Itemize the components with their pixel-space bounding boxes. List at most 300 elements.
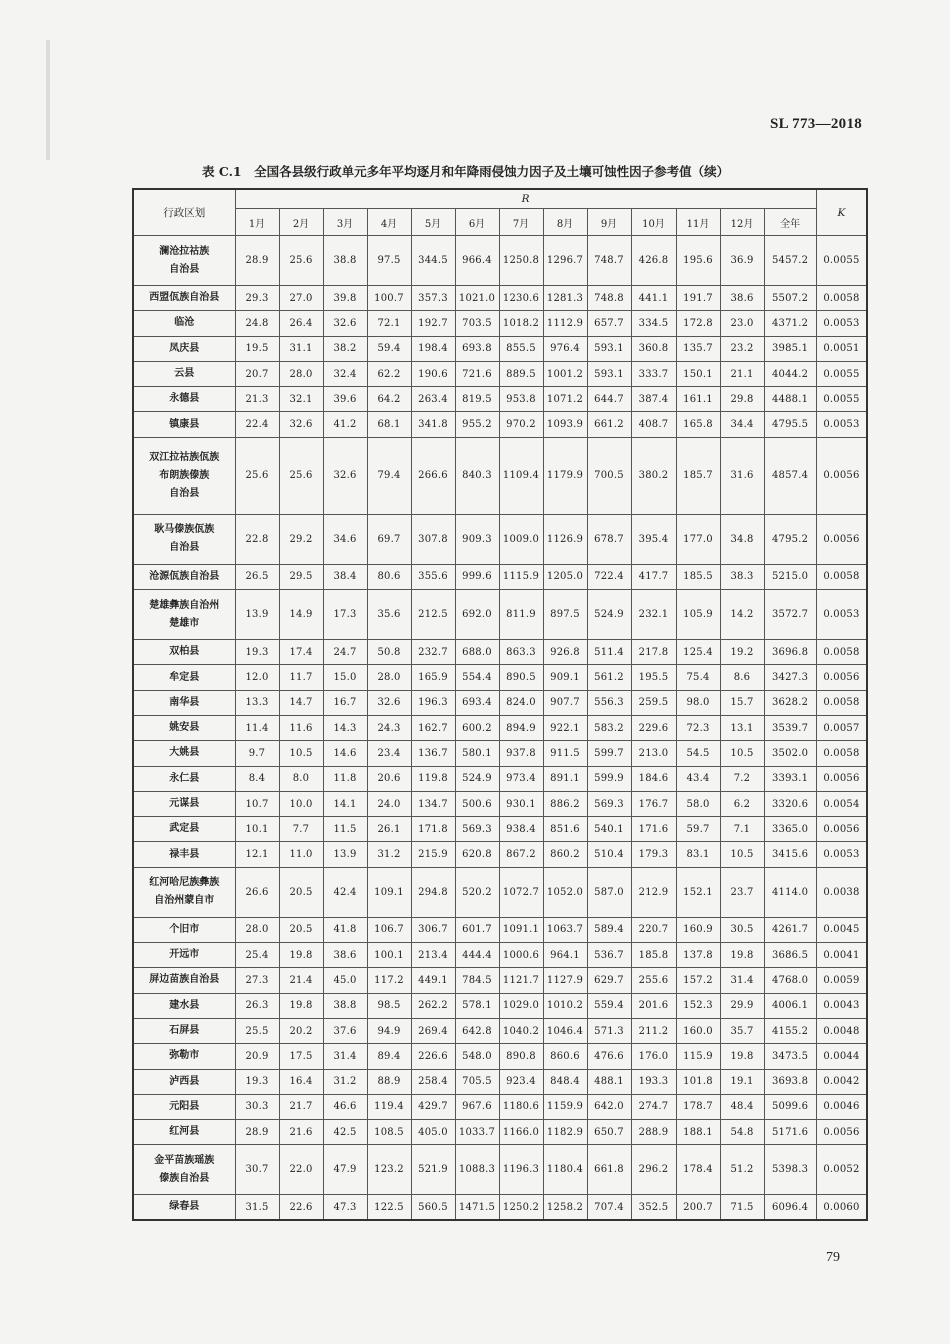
monthly-r-value: 16.7 xyxy=(323,690,367,715)
month-header-row xyxy=(133,209,867,236)
monthly-r-value: 269.4 xyxy=(411,1018,455,1043)
table-row xyxy=(133,690,867,715)
monthly-r-value: 21.4 xyxy=(279,968,323,993)
region-name: 楚雄彝族自治州 楚雄市 xyxy=(133,590,235,640)
monthly-r-value: 97.5 xyxy=(367,236,411,286)
monthly-r-value: 722.4 xyxy=(587,564,631,589)
monthly-r-value: 30.5 xyxy=(720,917,764,942)
monthly-r-value: 1072.7 xyxy=(499,867,543,917)
monthly-r-value: 31.2 xyxy=(367,842,411,867)
monthly-r-value: 220.7 xyxy=(631,917,676,942)
monthly-r-value: 31.1 xyxy=(279,336,323,361)
region-name: 凤庆县 xyxy=(133,336,235,361)
table-row xyxy=(133,791,867,816)
k-value: 0.0042 xyxy=(816,1069,867,1094)
monthly-r-value: 50.8 xyxy=(367,640,411,665)
monthly-r-value: 395.4 xyxy=(631,514,676,564)
monthly-r-value: 26.1 xyxy=(367,817,411,842)
monthly-r-value: 59.4 xyxy=(367,336,411,361)
monthly-r-value: 693.8 xyxy=(455,336,499,361)
monthly-r-value: 688.0 xyxy=(455,640,499,665)
annual-r-value: 5215.0 xyxy=(764,564,816,589)
monthly-r-value: 8.0 xyxy=(279,766,323,791)
monthly-r-value: 1127.9 xyxy=(543,968,587,993)
monthly-r-value: 14.9 xyxy=(279,590,323,640)
monthly-r-value: 909.1 xyxy=(543,665,587,690)
monthly-r-value: 59.7 xyxy=(676,817,720,842)
monthly-r-value: 29.2 xyxy=(279,514,323,564)
monthly-r-value: 137.8 xyxy=(676,943,720,968)
monthly-r-value: 700.5 xyxy=(587,437,631,514)
k-value: 0.0038 xyxy=(816,867,867,917)
k-value: 0.0044 xyxy=(816,1044,867,1069)
monthly-r-value: 824.0 xyxy=(499,690,543,715)
monthly-r-value: 973.4 xyxy=(499,766,543,791)
monthly-r-value: 122.5 xyxy=(367,1195,411,1220)
monthly-r-value: 27.0 xyxy=(279,286,323,311)
monthly-r-value: 23.0 xyxy=(720,311,764,336)
monthly-r-value: 41.2 xyxy=(323,412,367,437)
annual-r-value: 4768.0 xyxy=(764,968,816,993)
monthly-r-value: 561.2 xyxy=(587,665,631,690)
monthly-r-value: 500.6 xyxy=(455,791,499,816)
monthly-r-value: 938.4 xyxy=(499,817,543,842)
month-header: 9月 xyxy=(587,209,631,236)
region-name: 红河县 xyxy=(133,1120,235,1145)
table-row xyxy=(133,842,867,867)
monthly-r-value: 229.6 xyxy=(631,715,676,740)
monthly-r-value: 23.4 xyxy=(367,741,411,766)
k-value: 0.0053 xyxy=(816,590,867,640)
month-header: 7月 xyxy=(499,209,543,236)
monthly-r-value: 21.6 xyxy=(279,1120,323,1145)
table-row xyxy=(133,1145,867,1195)
monthly-r-value: 38.8 xyxy=(323,236,367,286)
monthly-r-value: 29.9 xyxy=(720,993,764,1018)
monthly-r-value: 937.8 xyxy=(499,741,543,766)
monthly-r-value: 707.4 xyxy=(587,1195,631,1220)
monthly-r-value: 661.2 xyxy=(587,412,631,437)
table-row xyxy=(133,590,867,640)
monthly-r-value: 863.3 xyxy=(499,640,543,665)
monthly-r-value: 15.7 xyxy=(720,690,764,715)
annual-r-value: 5457.2 xyxy=(764,236,816,286)
monthly-r-value: 860.2 xyxy=(543,842,587,867)
monthly-r-value: 232.1 xyxy=(631,590,676,640)
monthly-r-value: 1093.9 xyxy=(543,412,587,437)
monthly-r-value: 119.4 xyxy=(367,1094,411,1119)
monthly-r-value: 79.4 xyxy=(367,437,411,514)
monthly-r-value: 7.1 xyxy=(720,817,764,842)
k-value: 0.0055 xyxy=(816,387,867,412)
annual-r-value: 6096.4 xyxy=(764,1195,816,1220)
monthly-r-value: 26.6 xyxy=(235,867,279,917)
monthly-r-value: 886.2 xyxy=(543,791,587,816)
annual-r-value: 4857.4 xyxy=(764,437,816,514)
monthly-r-value: 125.4 xyxy=(676,640,720,665)
monthly-r-value: 62.2 xyxy=(367,361,411,386)
annual-r-value: 3539.7 xyxy=(764,715,816,740)
monthly-r-value: 9.7 xyxy=(235,741,279,766)
monthly-r-value: 923.4 xyxy=(499,1069,543,1094)
monthly-r-value: 38.2 xyxy=(323,336,367,361)
month-header: 4月 xyxy=(367,209,411,236)
monthly-r-value: 1182.9 xyxy=(543,1120,587,1145)
monthly-r-value: 571.3 xyxy=(587,1018,631,1043)
k-value: 0.0053 xyxy=(816,412,867,437)
monthly-r-value: 387.4 xyxy=(631,387,676,412)
monthly-r-value: 48.4 xyxy=(720,1094,764,1119)
monthly-r-value: 521.9 xyxy=(411,1145,455,1195)
monthly-r-value: 22.8 xyxy=(235,514,279,564)
table-row xyxy=(133,766,867,791)
monthly-r-value: 212.9 xyxy=(631,867,676,917)
k-value: 0.0058 xyxy=(816,286,867,311)
monthly-r-value: 64.2 xyxy=(367,387,411,412)
monthly-r-value: 1071.2 xyxy=(543,387,587,412)
monthly-r-value: 160.9 xyxy=(676,917,720,942)
monthly-r-value: 160.0 xyxy=(676,1018,720,1043)
monthly-r-value: 1250.8 xyxy=(499,236,543,286)
monthly-r-value: 524.9 xyxy=(455,766,499,791)
monthly-r-value: 1180.4 xyxy=(543,1145,587,1195)
monthly-r-value: 12.1 xyxy=(235,842,279,867)
monthly-r-value: 263.4 xyxy=(411,387,455,412)
monthly-r-value: 161.1 xyxy=(676,387,720,412)
monthly-r-value: 217.8 xyxy=(631,640,676,665)
monthly-r-value: 226.6 xyxy=(411,1044,455,1069)
monthly-r-value: 178.4 xyxy=(676,1145,720,1195)
monthly-r-value: 889.5 xyxy=(499,361,543,386)
monthly-r-value: 13.1 xyxy=(720,715,764,740)
monthly-r-value: 80.6 xyxy=(367,564,411,589)
monthly-r-value: 28.9 xyxy=(235,236,279,286)
monthly-r-value: 211.2 xyxy=(631,1018,676,1043)
monthly-r-value: 748.7 xyxy=(587,236,631,286)
monthly-r-value: 26.3 xyxy=(235,993,279,1018)
monthly-r-value: 266.6 xyxy=(411,437,455,514)
monthly-r-value: 32.1 xyxy=(279,387,323,412)
monthly-r-value: 117.2 xyxy=(367,968,411,993)
annual-r-value: 3320.6 xyxy=(764,791,816,816)
monthly-r-value: 105.9 xyxy=(676,590,720,640)
monthly-r-value: 192.7 xyxy=(411,311,455,336)
monthly-r-value: 560.5 xyxy=(411,1195,455,1220)
monthly-r-value: 38.4 xyxy=(323,564,367,589)
monthly-r-value: 589.4 xyxy=(587,917,631,942)
k-header: K xyxy=(816,189,867,236)
monthly-r-value: 34.4 xyxy=(720,412,764,437)
monthly-r-value: 212.5 xyxy=(411,590,455,640)
table-row xyxy=(133,665,867,690)
monthly-r-value: 28.0 xyxy=(279,361,323,386)
monthly-r-value: 171.6 xyxy=(631,817,676,842)
monthly-r-value: 25.6 xyxy=(279,437,323,514)
k-value: 0.0051 xyxy=(816,336,867,361)
monthly-r-value: 890.5 xyxy=(499,665,543,690)
monthly-r-value: 556.3 xyxy=(587,690,631,715)
annual-r-value: 3415.6 xyxy=(764,842,816,867)
monthly-r-value: 152.3 xyxy=(676,993,720,1018)
k-value: 0.0056 xyxy=(816,766,867,791)
monthly-r-value: 176.0 xyxy=(631,1044,676,1069)
monthly-r-value: 1091.1 xyxy=(499,917,543,942)
region-name: 大姚县 xyxy=(133,741,235,766)
region-name: 禄丰县 xyxy=(133,842,235,867)
monthly-r-value: 31.2 xyxy=(323,1069,367,1094)
monthly-r-value: 14.7 xyxy=(279,690,323,715)
monthly-r-value: 341.8 xyxy=(411,412,455,437)
monthly-r-value: 8.4 xyxy=(235,766,279,791)
page-number: 79 xyxy=(826,1250,840,1265)
monthly-r-value: 14.6 xyxy=(323,741,367,766)
monthly-r-value: 134.7 xyxy=(411,791,455,816)
monthly-r-value: 894.9 xyxy=(499,715,543,740)
region-header: 行政区划 xyxy=(133,189,235,236)
monthly-r-value: 559.4 xyxy=(587,993,631,1018)
monthly-r-value: 678.7 xyxy=(587,514,631,564)
monthly-r-value: 10.0 xyxy=(279,791,323,816)
month-header: 3月 xyxy=(323,209,367,236)
region-name: 个旧市 xyxy=(133,917,235,942)
monthly-r-value: 1046.4 xyxy=(543,1018,587,1043)
monthly-r-value: 642.8 xyxy=(455,1018,499,1043)
monthly-r-value: 19.8 xyxy=(720,1044,764,1069)
monthly-r-value: 1281.3 xyxy=(543,286,587,311)
table-row xyxy=(133,1120,867,1145)
annual-r-value: 5099.6 xyxy=(764,1094,816,1119)
monthly-r-value: 22.4 xyxy=(235,412,279,437)
monthly-r-value: 165.9 xyxy=(411,665,455,690)
monthly-r-value: 7.2 xyxy=(720,766,764,791)
monthly-r-value: 405.0 xyxy=(411,1120,455,1145)
monthly-r-value: 21.1 xyxy=(720,361,764,386)
k-value: 0.0055 xyxy=(816,236,867,286)
monthly-r-value: 548.0 xyxy=(455,1044,499,1069)
monthly-r-value: 1088.3 xyxy=(455,1145,499,1195)
monthly-r-value: 54.8 xyxy=(720,1120,764,1145)
monthly-r-value: 748.8 xyxy=(587,286,631,311)
monthly-r-value: 165.8 xyxy=(676,412,720,437)
monthly-r-value: 22.0 xyxy=(279,1145,323,1195)
monthly-r-value: 536.7 xyxy=(587,943,631,968)
monthly-r-value: 1112.9 xyxy=(543,311,587,336)
monthly-r-value: 51.2 xyxy=(720,1145,764,1195)
monthly-r-value: 135.7 xyxy=(676,336,720,361)
monthly-r-value: 11.8 xyxy=(323,766,367,791)
table-row xyxy=(133,968,867,993)
monthly-r-value: 7.7 xyxy=(279,817,323,842)
monthly-r-value: 32.6 xyxy=(323,437,367,514)
monthly-r-value: 966.4 xyxy=(455,236,499,286)
monthly-r-value: 32.6 xyxy=(367,690,411,715)
table-row xyxy=(133,311,867,336)
annual-r-value: 5398.3 xyxy=(764,1145,816,1195)
monthly-r-value: 19.2 xyxy=(720,640,764,665)
monthly-r-value: 8.6 xyxy=(720,665,764,690)
monthly-r-value: 42.4 xyxy=(323,867,367,917)
table-row xyxy=(133,336,867,361)
month-header: 1月 xyxy=(235,209,279,236)
monthly-r-value: 20.6 xyxy=(367,766,411,791)
monthly-r-value: 191.7 xyxy=(676,286,720,311)
annual-r-value: 4795.5 xyxy=(764,412,816,437)
monthly-r-value: 179.3 xyxy=(631,842,676,867)
monthly-r-value: 106.7 xyxy=(367,917,411,942)
table-row xyxy=(133,867,867,917)
monthly-r-value: 11.6 xyxy=(279,715,323,740)
monthly-r-value: 288.9 xyxy=(631,1120,676,1145)
monthly-r-value: 306.7 xyxy=(411,917,455,942)
annual-r-value: 3473.5 xyxy=(764,1044,816,1069)
monthly-r-value: 185.7 xyxy=(676,437,720,514)
monthly-r-value: 150.1 xyxy=(676,361,720,386)
monthly-r-value: 721.6 xyxy=(455,361,499,386)
monthly-r-value: 11.5 xyxy=(323,817,367,842)
monthly-r-value: 58.0 xyxy=(676,791,720,816)
monthly-r-value: 72.3 xyxy=(676,715,720,740)
monthly-r-value: 19.3 xyxy=(235,640,279,665)
erosivity-table xyxy=(132,188,868,1221)
monthly-r-value: 6.2 xyxy=(720,791,764,816)
annual-r-value: 5507.2 xyxy=(764,286,816,311)
monthly-r-value: 599.9 xyxy=(587,766,631,791)
annual-r-value: 4488.1 xyxy=(764,387,816,412)
monthly-r-value: 25.6 xyxy=(279,236,323,286)
monthly-r-value: 190.6 xyxy=(411,361,455,386)
monthly-r-value: 23.7 xyxy=(720,867,764,917)
monthly-r-value: 274.7 xyxy=(631,1094,676,1119)
monthly-r-value: 38.6 xyxy=(720,286,764,311)
monthly-r-value: 380.2 xyxy=(631,437,676,514)
annual-r-value: 3427.3 xyxy=(764,665,816,690)
annual-r-value: 4261.7 xyxy=(764,917,816,942)
monthly-r-value: 661.8 xyxy=(587,1145,631,1195)
monthly-r-value: 1230.6 xyxy=(499,286,543,311)
monthly-r-value: 162.7 xyxy=(411,715,455,740)
table-row xyxy=(133,993,867,1018)
monthly-r-value: 259.5 xyxy=(631,690,676,715)
monthly-r-value: 1009.0 xyxy=(499,514,543,564)
monthly-r-value: 195.6 xyxy=(676,236,720,286)
monthly-r-value: 109.1 xyxy=(367,867,411,917)
table-row xyxy=(133,1044,867,1069)
k-value: 0.0059 xyxy=(816,968,867,993)
monthly-r-value: 17.5 xyxy=(279,1044,323,1069)
monthly-r-value: 999.6 xyxy=(455,564,499,589)
monthly-r-value: 75.4 xyxy=(676,665,720,690)
region-name: 沧源佤族自治县 xyxy=(133,564,235,589)
monthly-r-value: 1010.2 xyxy=(543,993,587,1018)
region-name: 开远市 xyxy=(133,943,235,968)
table-row xyxy=(133,741,867,766)
monthly-r-value: 47.9 xyxy=(323,1145,367,1195)
monthly-r-value: 1166.0 xyxy=(499,1120,543,1145)
month-header: 11月 xyxy=(676,209,720,236)
monthly-r-value: 26.4 xyxy=(279,311,323,336)
monthly-r-value: 692.0 xyxy=(455,590,499,640)
monthly-r-value: 198.4 xyxy=(411,336,455,361)
monthly-r-value: 232.7 xyxy=(411,640,455,665)
monthly-r-value: 569.3 xyxy=(455,817,499,842)
monthly-r-value: 24.8 xyxy=(235,311,279,336)
region-name: 云县 xyxy=(133,361,235,386)
monthly-r-value: 1471.5 xyxy=(455,1195,499,1220)
monthly-r-value: 19.5 xyxy=(235,336,279,361)
monthly-r-value: 855.5 xyxy=(499,336,543,361)
table-row xyxy=(133,640,867,665)
annual-r-value: 4006.1 xyxy=(764,993,816,1018)
monthly-r-value: 1121.7 xyxy=(499,968,543,993)
monthly-r-value: 32.6 xyxy=(279,412,323,437)
monthly-r-value: 540.1 xyxy=(587,817,631,842)
table-row xyxy=(133,1018,867,1043)
monthly-r-value: 101.8 xyxy=(676,1069,720,1094)
monthly-r-value: 926.8 xyxy=(543,640,587,665)
table-row xyxy=(133,715,867,740)
monthly-r-value: 19.1 xyxy=(720,1069,764,1094)
monthly-r-value: 201.6 xyxy=(631,993,676,1018)
table-wrapper xyxy=(132,188,868,1221)
monthly-r-value: 31.6 xyxy=(720,437,764,514)
monthly-r-value: 20.9 xyxy=(235,1044,279,1069)
k-value: 0.0046 xyxy=(816,1094,867,1119)
monthly-r-value: 41.8 xyxy=(323,917,367,942)
monthly-r-value: 819.5 xyxy=(455,387,499,412)
monthly-r-value: 213.4 xyxy=(411,943,455,968)
monthly-r-value: 98.5 xyxy=(367,993,411,1018)
scan-edge-shadow xyxy=(46,40,50,160)
monthly-r-value: 185.8 xyxy=(631,943,676,968)
annual-r-value: 3696.8 xyxy=(764,640,816,665)
r-header: R xyxy=(235,189,816,209)
annual-r-value: 3693.8 xyxy=(764,1069,816,1094)
monthly-r-value: 417.7 xyxy=(631,564,676,589)
monthly-r-value: 1063.7 xyxy=(543,917,587,942)
monthly-r-value: 177.0 xyxy=(676,514,720,564)
monthly-r-value: 100.7 xyxy=(367,286,411,311)
monthly-r-value: 29.3 xyxy=(235,286,279,311)
monthly-r-value: 38.8 xyxy=(323,993,367,1018)
annual-r-value: 3365.0 xyxy=(764,817,816,842)
monthly-r-value: 488.1 xyxy=(587,1069,631,1094)
monthly-r-value: 24.3 xyxy=(367,715,411,740)
monthly-r-value: 13.3 xyxy=(235,690,279,715)
monthly-r-value: 35.6 xyxy=(367,590,411,640)
monthly-r-value: 1033.7 xyxy=(455,1120,499,1145)
monthly-r-value: 352.5 xyxy=(631,1195,676,1220)
monthly-r-value: 294.8 xyxy=(411,867,455,917)
k-value: 0.0058 xyxy=(816,741,867,766)
monthly-r-value: 184.6 xyxy=(631,766,676,791)
monthly-r-value: 29.8 xyxy=(720,387,764,412)
monthly-r-value: 176.7 xyxy=(631,791,676,816)
k-value: 0.0060 xyxy=(816,1195,867,1220)
table-row xyxy=(133,361,867,386)
monthly-r-value: 426.8 xyxy=(631,236,676,286)
monthly-r-value: 17.4 xyxy=(279,640,323,665)
monthly-r-value: 196.3 xyxy=(411,690,455,715)
monthly-r-value: 554.4 xyxy=(455,665,499,690)
monthly-r-value: 334.5 xyxy=(631,311,676,336)
document-code: SL 773—2018 xyxy=(770,116,863,132)
monthly-r-value: 21.3 xyxy=(235,387,279,412)
monthly-r-value: 20.5 xyxy=(279,917,323,942)
monthly-r-value: 1296.7 xyxy=(543,236,587,286)
monthly-r-value: 19.8 xyxy=(279,943,323,968)
monthly-r-value: 1029.0 xyxy=(499,993,543,1018)
monthly-r-value: 344.5 xyxy=(411,236,455,286)
